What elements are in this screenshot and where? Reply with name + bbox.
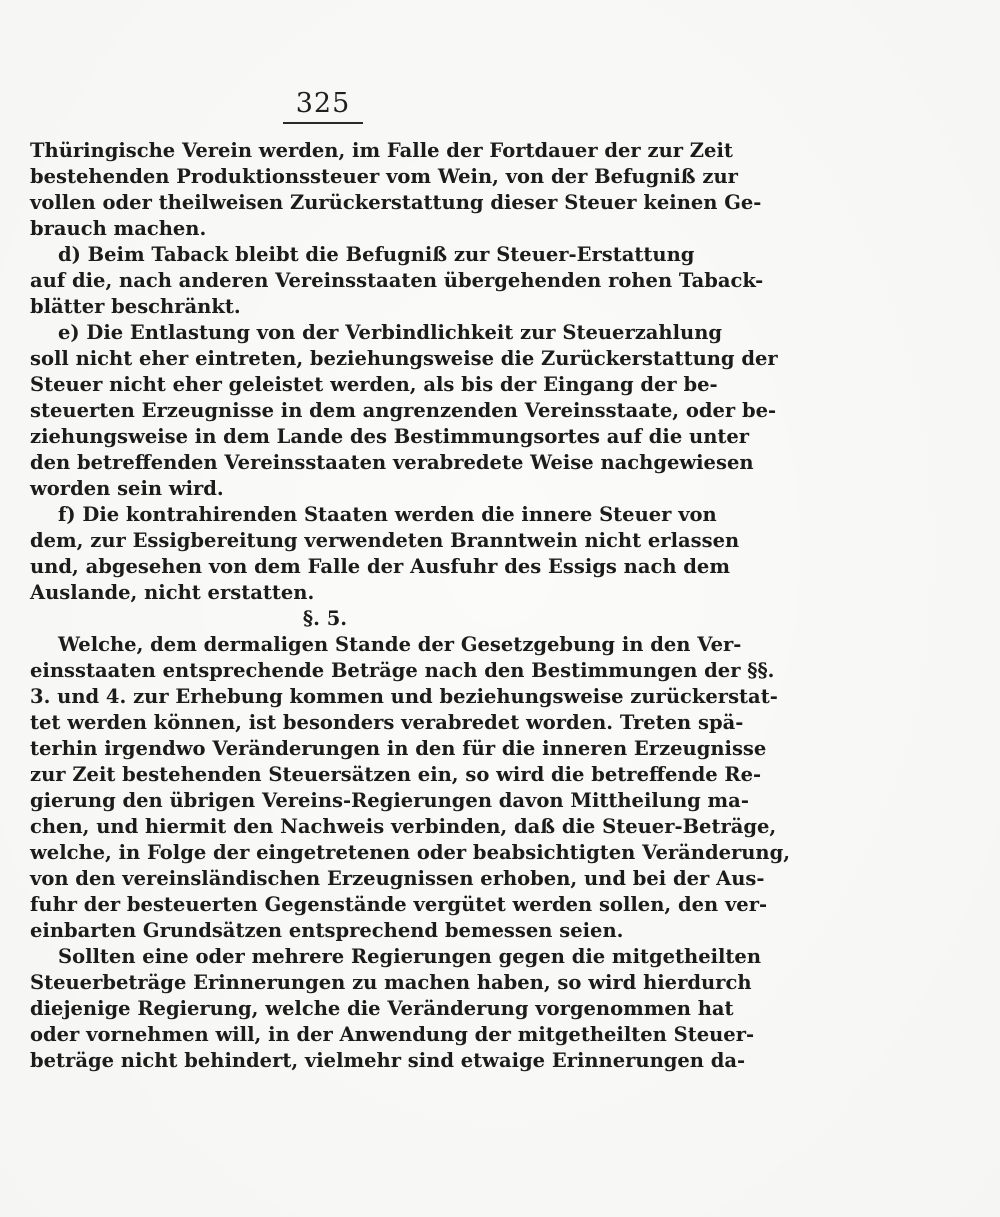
- text-line: beträge nicht behindert, vielmehr sind etwaige Erinnerungen da-: [30, 1049, 746, 1072]
- text-line: welche, in Folge der eingetretenen oder beabsichtigten Veränderung,: [30, 841, 791, 864]
- text-line: Steuerbeträge Erinnerungen zu machen haben, so wird hierdurch: [30, 971, 752, 994]
- text-line: worden sein wird.: [30, 477, 224, 500]
- text-line: Thüringische Verein werden, im Falle der Fortdauer der zur Zeit: [30, 139, 733, 162]
- text-line: zur Zeit bestehenden Steuersätzen ein, so wird die betreffende Re-: [30, 763, 762, 786]
- text-line: Welche, dem dermaligen Stande der Gesetzgebung in den Ver-: [58, 633, 742, 656]
- text-line: f) Die kontrahirenden Staaten werden die innere Steuer von: [58, 503, 717, 526]
- text-line: Auslande, nicht erstatten.: [30, 581, 315, 604]
- section-heading: §. 5.: [302, 607, 348, 630]
- text-line: brauch machen.: [30, 217, 207, 240]
- text-line: Steuer nicht eher geleistet werden, als bis der Eingang der be-: [30, 373, 718, 396]
- text-line: bestehenden Produktionssteuer vom Wein, von der Befugniß zur: [30, 165, 738, 188]
- text-line: oder vornehmen will, in der Anwendung der mitgetheilten Steuer-: [30, 1023, 755, 1046]
- page-number: 325: [295, 88, 351, 119]
- text-line: fuhr der besteuerten Gegenstände vergütet werden sollen, den ver-: [30, 893, 768, 916]
- text-line: blätter beschränkt.: [30, 295, 241, 318]
- text-line: diejenige Regierung, welche die Veränderung vorgenommen hat: [30, 997, 734, 1020]
- text-line: 3. und 4. zur Erhebung kommen und beziehungsweise zurückerstat-: [30, 685, 778, 708]
- text-line: d) Beim Taback bleibt die Befugniß zur Steuer-Erstattung: [58, 243, 695, 266]
- text-line: dem, zur Essigbereitung verwendeten Branntwein nicht erlassen: [30, 529, 740, 552]
- text-line: soll nicht eher eintreten, beziehungsweise die Zurückerstattung der: [30, 347, 778, 370]
- text-line: ziehungsweise in dem Lande des Bestimmungsortes auf die unter: [30, 425, 750, 448]
- text-line: auf die, nach anderen Vereinsstaaten übergehenden rohen Taback-: [30, 269, 764, 292]
- text-line: vollen oder theilweisen Zurückerstattung dieser Steuer keinen Ge-: [30, 191, 762, 214]
- text-line: tet werden können, ist besonders verabredet worden. Treten spä-: [30, 711, 744, 734]
- text-line: einsstaaten entsprechende Beträge nach den Bestimmungen der §§.: [30, 659, 775, 682]
- text-line: von den vereinsländischen Erzeugnissen erhoben, und bei der Aus-: [30, 867, 765, 890]
- text-line: steuerten Erzeugnisse in dem angrenzenden Vereinsstaate, oder be-: [30, 399, 777, 422]
- text-line: chen, und hiermit den Nachweis verbinden, daß die Steuer-Beträge,: [30, 815, 777, 838]
- text-line: terhin irgendwo Veränderungen in den für die inneren Erzeugnisse: [30, 737, 767, 760]
- text-line: und, abgesehen von dem Falle der Ausfuhr des Essigs nach dem: [30, 555, 730, 578]
- text-line: einbarten Grundsätzen entsprechend bemessen seien.: [30, 919, 624, 942]
- page-number-rule: [283, 122, 363, 124]
- text-line: e) Die Entlastung von der Verbindlichkeit zur Steuerzahlung: [58, 321, 723, 344]
- text-line: gierung den übrigen Vereins-Regierungen davon Mittheilung ma-: [30, 789, 749, 812]
- text-line: den betreffenden Vereinsstaaten verabredete Weise nachgewiesen: [30, 451, 754, 474]
- text-line: Sollten eine oder mehrere Regierungen gegen die mitgetheilten: [58, 945, 762, 968]
- body-text: [30, 138, 791, 1074]
